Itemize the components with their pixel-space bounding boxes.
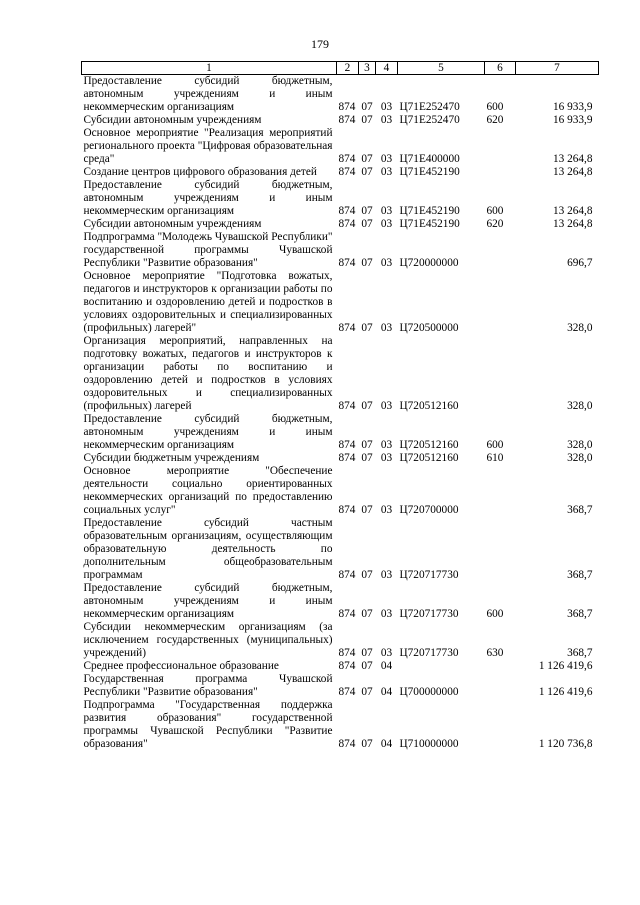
row-gr: 874 xyxy=(338,205,356,217)
row-pr: 03 xyxy=(380,504,393,516)
row-vr xyxy=(485,335,516,413)
row-pr: 03 xyxy=(380,400,393,412)
row-gr: 874 xyxy=(338,153,356,165)
row-sum: 1 126 419,6 xyxy=(538,686,593,698)
col-header-name: 1 xyxy=(82,62,337,75)
row-pr: 03 xyxy=(380,114,393,126)
row-pr: 03 xyxy=(380,166,393,178)
row-name: Предоставление субсидий бюджетным, автономным учреждениям и иным некоммерческим организациям xyxy=(83,582,333,620)
row-pr: 03 xyxy=(380,439,393,451)
row-vr: 610 xyxy=(486,452,504,464)
row-rz: 07 xyxy=(361,439,373,451)
table-row xyxy=(82,452,599,465)
page-number: 179 xyxy=(311,37,329,51)
row-rz: 07 xyxy=(361,660,373,672)
row-csr: Ц720512160 xyxy=(399,439,459,451)
row-name: Предоставление субсидий бюджетным, автономным учреждениям и иным некоммерческим организациям xyxy=(83,413,333,451)
row-pr: 03 xyxy=(380,153,393,165)
row-vr xyxy=(485,231,516,270)
row-csr: Ц720717730 xyxy=(399,608,459,620)
row-csr: Ц720700000 xyxy=(399,504,459,516)
row-rz: 07 xyxy=(361,608,373,620)
row-vr xyxy=(485,465,516,517)
row-pr: 04 xyxy=(380,738,393,750)
table-row xyxy=(82,114,599,127)
col-header-rz: 3 xyxy=(359,62,376,75)
row-vr xyxy=(485,127,516,166)
row-gr: 874 xyxy=(338,686,356,698)
row-sum: 1 126 419,6 xyxy=(538,660,593,672)
row-vr xyxy=(485,660,516,673)
row-sum: 368,7 xyxy=(567,647,593,659)
row-sum: 1 120 736,8 xyxy=(538,738,593,750)
table-row xyxy=(82,673,599,699)
table-row xyxy=(82,621,599,660)
row-csr: Ц71Е452190 xyxy=(399,166,460,178)
row-gr: 874 xyxy=(338,166,356,178)
row-name: Предоставление субсидий бюджетным, автономным учреждениям и иным некоммерческим организациям xyxy=(83,75,333,113)
table-row xyxy=(82,517,599,582)
row-vr xyxy=(485,517,516,582)
row-sum: 16 933,9 xyxy=(552,114,593,126)
row-sum: 328,0 xyxy=(567,452,593,464)
table-row xyxy=(82,582,599,621)
row-csr: Ц720512160 xyxy=(399,452,459,464)
row-vr: 600 xyxy=(486,608,504,620)
table-row xyxy=(82,413,599,452)
row-pr: 03 xyxy=(380,101,393,113)
row-sum: 13 264,8 xyxy=(552,153,593,165)
row-vr: 620 xyxy=(486,114,504,126)
row-name: Организация мероприятий, направленных на подготовку вожатых, педагогов и инструкторов к организации работы по воспитанию и оздоровлению детей и подростков в условиях оздоровительных и специализированных (профильных) лагерей xyxy=(83,335,333,412)
row-pr: 03 xyxy=(380,218,393,230)
row-name: Субсидии автономным учреждениям xyxy=(83,218,262,230)
row-vr xyxy=(485,166,516,179)
row-pr: 03 xyxy=(380,257,393,269)
row-rz: 07 xyxy=(361,218,373,230)
row-rz: 07 xyxy=(361,504,373,516)
row-pr: 03 xyxy=(380,452,393,464)
row-rz: 07 xyxy=(361,647,373,659)
row-gr: 874 xyxy=(338,218,356,230)
row-sum: 368,7 xyxy=(567,504,593,516)
row-rz: 07 xyxy=(361,322,373,334)
row-rz: 07 xyxy=(361,166,373,178)
row-name: Основное мероприятие "Подготовка вожатых, педагогов и инструкторов к организации работы по воспитанию и оздоровлению детей и подростков в условиях оздоровительных и специализированных (профильных) лагерей" xyxy=(83,270,333,334)
row-rz: 07 xyxy=(361,738,373,750)
row-name: Предоставление субсидий бюджетным, автономным учреждениям и иным некоммерческим организациям xyxy=(83,179,333,217)
row-vr: 600 xyxy=(486,205,504,217)
row-csr: Ц710000000 xyxy=(399,738,459,750)
row-sum: 328,0 xyxy=(567,439,593,451)
row-sum: 368,7 xyxy=(567,569,593,581)
row-rz: 07 xyxy=(361,400,373,412)
row-name: Субсидии некоммерческим организациям (за исключением государственных (муниципальных) учреждений) xyxy=(83,621,333,659)
row-gr: 874 xyxy=(338,647,356,659)
row-pr: 03 xyxy=(380,322,393,334)
header-row xyxy=(82,62,599,75)
row-gr: 874 xyxy=(338,452,356,464)
row-name: Среднее профессиональное образование xyxy=(83,660,279,672)
table-row xyxy=(82,218,599,231)
row-csr: Ц71Е252470 xyxy=(399,114,460,126)
row-csr: Ц720000000 xyxy=(399,257,459,269)
table-row xyxy=(82,270,599,335)
row-rz: 07 xyxy=(361,153,373,165)
row-csr: Ц720512160 xyxy=(399,400,459,412)
row-gr: 874 xyxy=(338,114,356,126)
row-csr: Ц71Е400000 xyxy=(399,153,460,165)
row-csr: Ц71Е252470 xyxy=(399,101,460,113)
row-gr: 874 xyxy=(338,322,356,334)
row-sum: 13 264,8 xyxy=(552,218,593,230)
row-rz: 07 xyxy=(361,686,373,698)
row-csr: Ц720717730 xyxy=(399,569,459,581)
budget-table xyxy=(81,61,599,751)
row-name: Предоставление субсидий частным образовательным организациям, осуществляющим образовательную деятельность по дополнительным общеобразовательным программам xyxy=(83,517,333,581)
row-vr xyxy=(485,270,516,335)
row-sum: 13 264,8 xyxy=(552,205,593,217)
table-row xyxy=(82,179,599,218)
row-pr: 03 xyxy=(380,647,393,659)
row-csr xyxy=(398,660,485,673)
row-name: Подпрограмма "Молодежь Чувашской Республики" государственной программы Чувашской Республики "Развитие образования" xyxy=(83,231,333,269)
row-pr: 03 xyxy=(380,608,393,620)
row-gr: 874 xyxy=(338,660,356,672)
row-gr: 874 xyxy=(338,504,356,516)
row-sum: 328,0 xyxy=(567,400,593,412)
row-sum: 16 933,9 xyxy=(552,101,593,113)
row-csr: Ц71Е452190 xyxy=(399,205,460,217)
row-name: Субсидии автономным учреждениям xyxy=(83,114,262,126)
col-header-csr: 5 xyxy=(398,62,485,75)
col-header-gr: 2 xyxy=(337,62,359,75)
row-gr: 874 xyxy=(338,738,356,750)
col-header-vr: 6 xyxy=(485,62,516,75)
col-header-sum: 7 xyxy=(516,62,599,75)
row-vr: 630 xyxy=(486,647,504,659)
row-rz: 07 xyxy=(361,257,373,269)
row-rz: 07 xyxy=(361,205,373,217)
table-row xyxy=(82,166,599,179)
col-header-pr: 4 xyxy=(376,62,398,75)
row-rz: 07 xyxy=(361,452,373,464)
table-row xyxy=(82,660,599,673)
row-name: Государственная программа Чувашской Республики "Развитие образования" xyxy=(83,673,333,698)
row-gr: 874 xyxy=(338,439,356,451)
row-pr: 03 xyxy=(380,569,393,581)
row-csr: Ц720500000 xyxy=(399,322,459,334)
row-name: Создание центров цифрового образования детей xyxy=(83,166,317,178)
row-vr xyxy=(485,673,516,699)
row-gr: 874 xyxy=(338,569,356,581)
table-row xyxy=(82,75,599,115)
table-row xyxy=(82,127,599,166)
row-name: Субсидии бюджетным учреждениям xyxy=(83,452,260,464)
row-vr xyxy=(485,699,516,751)
row-gr: 874 xyxy=(338,101,356,113)
row-sum: 328,0 xyxy=(567,322,593,334)
row-sum: 13 264,8 xyxy=(552,166,593,178)
row-pr: 03 xyxy=(380,205,393,217)
table-row xyxy=(82,335,599,413)
row-sum: 368,7 xyxy=(567,608,593,620)
row-name: Основное мероприятие "Реализация мероприятий регионального проекта "Цифровая образовательная среда" xyxy=(83,127,333,165)
row-vr: 600 xyxy=(486,439,504,451)
row-sum: 696,7 xyxy=(567,257,593,269)
row-vr: 600 xyxy=(486,101,504,113)
row-rz: 07 xyxy=(361,114,373,126)
row-name: Подпрограмма "Государственная поддержка развития образования" государственной программы Чувашской Республики "Развитие образования" xyxy=(83,699,333,750)
table-row xyxy=(82,465,599,517)
row-csr: Ц700000000 xyxy=(399,686,459,698)
row-name: Основное мероприятие "Обеспечение деятельности социально ориентированных некоммерческих организаций по предоставлению социальных услуг" xyxy=(83,465,333,516)
table-body xyxy=(82,75,599,752)
row-vr: 620 xyxy=(486,218,504,230)
row-gr: 874 xyxy=(338,400,356,412)
row-rz: 07 xyxy=(361,101,373,113)
row-csr: Ц71Е452190 xyxy=(399,218,460,230)
row-gr: 874 xyxy=(338,608,356,620)
table-row xyxy=(82,699,599,751)
row-gr: 874 xyxy=(338,257,356,269)
row-rz: 07 xyxy=(361,569,373,581)
row-pr: 04 xyxy=(380,660,393,672)
row-csr: Ц720717730 xyxy=(399,647,459,659)
row-pr: 04 xyxy=(380,686,393,698)
table-row xyxy=(82,231,599,270)
